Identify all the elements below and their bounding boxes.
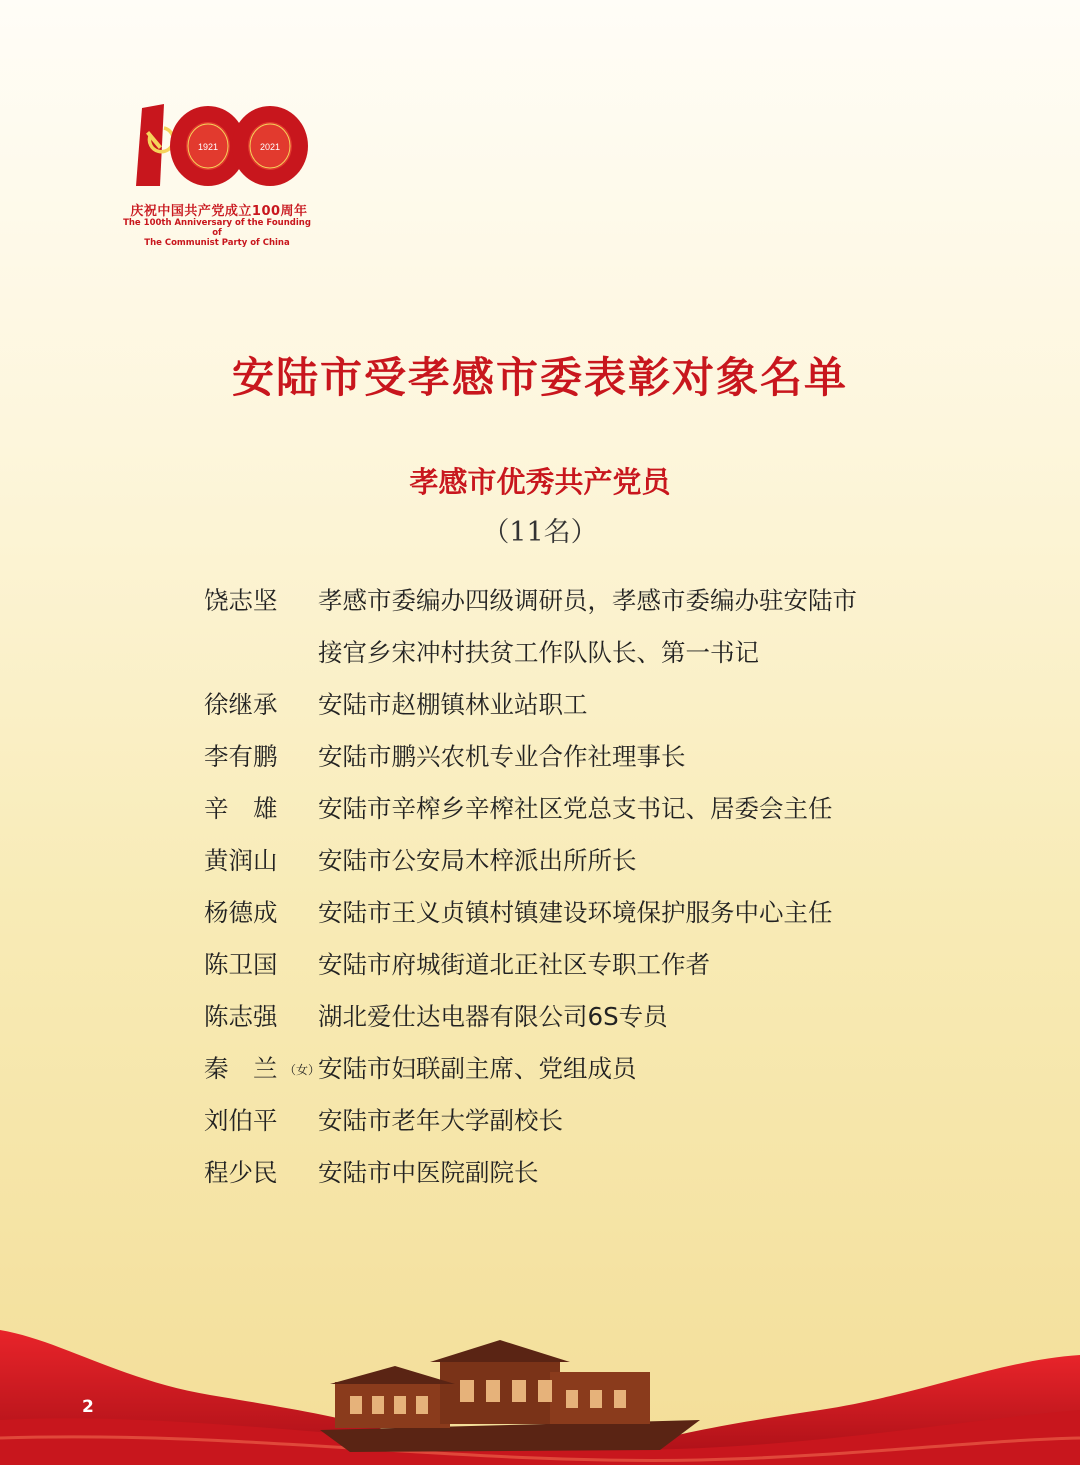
list-item <box>204 835 924 887</box>
list-item <box>204 575 924 627</box>
honoree-name: 饶志坚 <box>204 586 278 615</box>
list-item <box>204 627 924 679</box>
centenary-100-emblem-icon <box>130 100 310 192</box>
list-item <box>204 1147 924 1199</box>
centenary-logo <box>122 100 312 248</box>
honoree-name: 秦 兰 <box>204 1054 278 1083</box>
honoree-title: 安陆市辛榨乡辛榨社区党总支书记、居委会主任 <box>318 794 833 823</box>
section-count: （11名） <box>482 517 598 548</box>
honoree-title: 安陆市中医院副院长 <box>318 1158 539 1187</box>
honoree-title: 安陆市赵棚镇林业站职工 <box>318 690 588 719</box>
logo-english-caption <box>122 218 312 248</box>
bottom-decoration <box>0 1300 1080 1465</box>
honoree-name: 黄润山 <box>204 846 278 875</box>
honoree-title: 安陆市王义贞镇村镇建设环境保护服务中心主任 <box>318 898 833 927</box>
honoree-title: 接官乡宋冲村扶贫工作队队长、第一书记 <box>318 638 759 667</box>
honoree-title: 湖北爱仕达电器有限公司6S专员 <box>318 1002 668 1031</box>
honoree-title: 安陆市老年大学副校长 <box>318 1106 563 1135</box>
logo-english-line-1: The 100th Anniversary of the Founding of <box>123 218 311 238</box>
honoree-name: 程少民 <box>204 1158 278 1187</box>
honoree-title: 安陆市公安局木梓派出所所长 <box>318 846 637 875</box>
honoree-name: 辛 雄 <box>204 794 278 823</box>
honoree-title: 安陆市府城街道北正社区专职工作者 <box>318 950 710 979</box>
honoree-name <box>204 627 318 679</box>
logo-year-end: 2021 <box>259 142 281 152</box>
red-boat-icon <box>320 1340 700 1452</box>
honoree-title: 安陆市鹏兴农机专业合作社理事长 <box>318 742 686 771</box>
list-item <box>204 1043 924 1095</box>
honoree-name-block <box>204 1043 321 1095</box>
list-item <box>204 1095 924 1147</box>
honoree-name: 陈志强 <box>204 1002 278 1031</box>
list-item <box>204 887 924 939</box>
honoree-name: 杨德成 <box>204 898 278 927</box>
honoree-name: 李有鹏 <box>204 742 278 771</box>
list-item <box>204 679 924 731</box>
honoree-title: 孝感市委编办四级调研员，孝感市委编办驻安陆市 <box>318 586 857 615</box>
honoree-list <box>204 575 924 1199</box>
honoree-name: 陈卫国 <box>204 950 278 979</box>
list-item <box>204 991 924 1043</box>
page-title: 安陆市受孝感市委表彰对象名单 <box>231 353 848 402</box>
honoree-title: 安陆市妇联副主席、党组成员 <box>318 1054 637 1083</box>
honoree-name: 刘伯平 <box>204 1106 278 1135</box>
list-item <box>204 783 924 835</box>
honoree-gender-note: （女） <box>284 1063 321 1077</box>
section-heading: 孝感市优秀共产党员 <box>409 465 671 499</box>
logo-year-start: 1921 <box>197 142 219 152</box>
page-number: 2 <box>82 1397 94 1417</box>
logo-english-line-2: The Communist Party of China <box>144 238 290 248</box>
list-item <box>204 731 924 783</box>
honoree-name: 徐继承 <box>204 690 278 719</box>
logo-chinese-caption: 庆祝中国共产党成立100周年 <box>130 204 308 219</box>
list-item <box>204 939 924 991</box>
